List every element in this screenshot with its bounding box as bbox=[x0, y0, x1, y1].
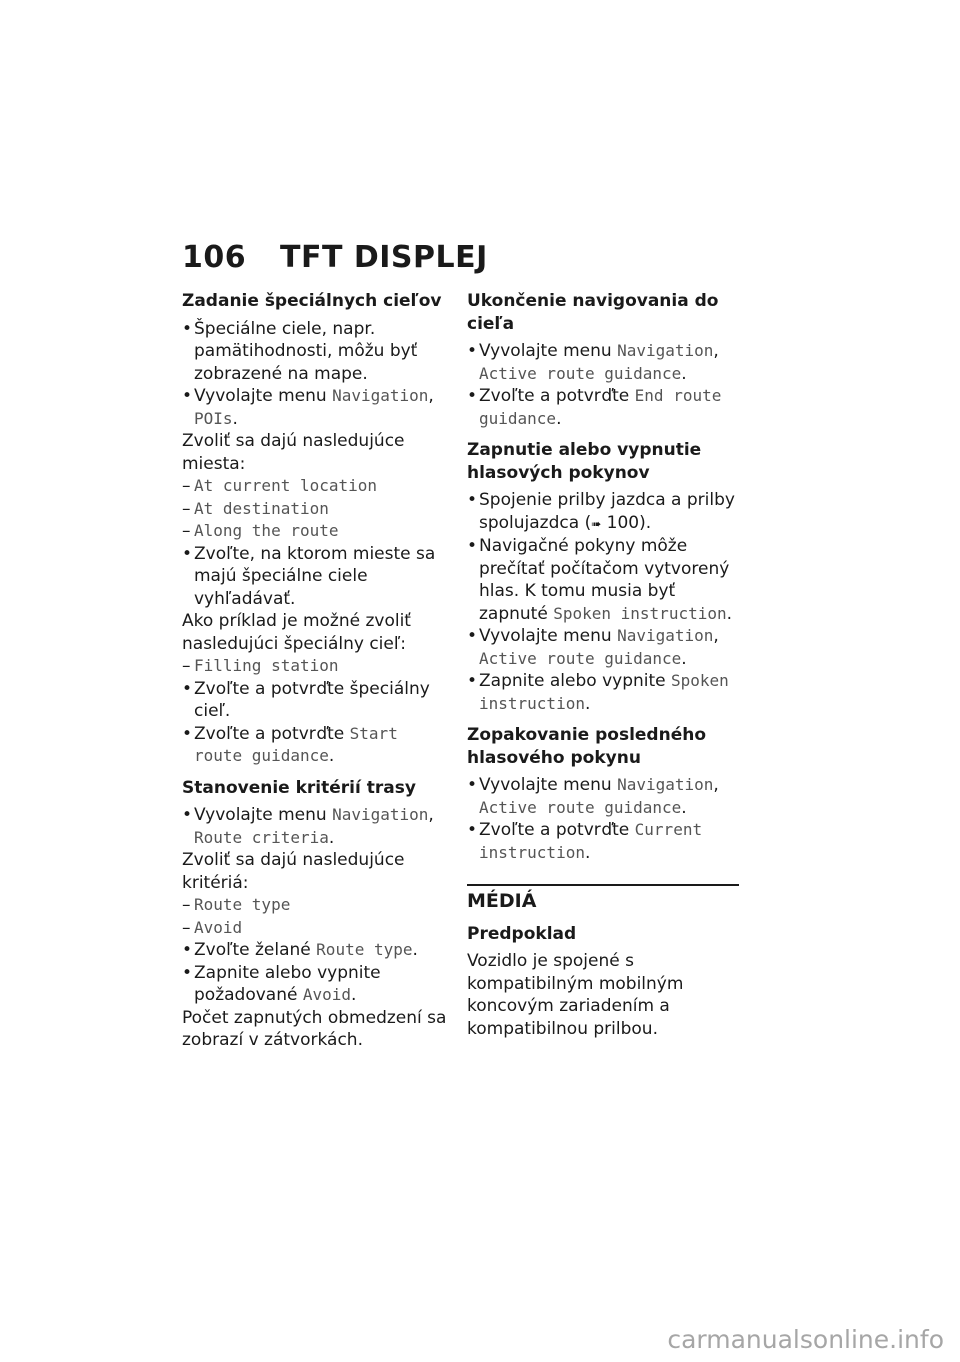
bullet-item: • Zvoľte a potvrďte špeciálny cieľ. bbox=[182, 678, 454, 723]
dash-item: – At current location bbox=[182, 475, 454, 498]
chapter-title: TFT DISPLEJ bbox=[280, 240, 488, 275]
menu-path: Route type bbox=[316, 940, 413, 959]
page-reference-arrow-icon: ➠ bbox=[591, 516, 602, 531]
menu-path: Navigation bbox=[617, 341, 714, 360]
menu-path: Route criteria bbox=[194, 827, 329, 847]
paragraph: Zvoliť sa dajú nasledujúce miesta: bbox=[182, 431, 405, 474]
bullet-item: • Zapnite alebo vypnite Spoken instruction. bbox=[467, 670, 739, 715]
menu-path: Current instruction bbox=[479, 820, 703, 862]
menu-path: Navigation bbox=[332, 386, 429, 405]
section-divider bbox=[467, 884, 739, 1040]
bullet-item: • Zvoľte a potvrďte Current instruction. bbox=[467, 819, 739, 864]
menu-path: POIs bbox=[194, 408, 233, 428]
menu-path: Active route guidance bbox=[479, 648, 682, 668]
dash-item: – Along the route bbox=[182, 520, 454, 543]
dash-item: – At destination bbox=[182, 498, 454, 521]
bullet-item: • Vyvolajte menu Navigation, POIs. bbox=[182, 385, 454, 430]
section-heading-repeat-instruction: Zopakovanie posledného hlasového pokynu bbox=[467, 725, 707, 768]
left-column bbox=[182, 290, 454, 1052]
menu-path: Avoid bbox=[302, 985, 352, 1004]
menu-path: Navigation bbox=[617, 775, 714, 794]
section-heading-end-guidance: Ukončenie navigovania do cieľa bbox=[467, 291, 719, 334]
menu-path: Spoken instruction bbox=[553, 603, 727, 623]
paragraph: Ako príklad je možné zvoliť nasledujúci špeciálny cieľ: bbox=[182, 611, 411, 654]
paragraph: Počet zapnutých obmedzení sa zobrazí v zátvorkách. bbox=[182, 1007, 447, 1050]
bullet-item: • Spojenie prilby jazdca a prilby spolujazdca (➠ 100). bbox=[467, 489, 739, 535]
page-number: 106 bbox=[182, 240, 247, 275]
bullet-item: • Vyvolajte menu Navigation, Route criteria. bbox=[182, 804, 454, 849]
menu-path: Active route guidance bbox=[479, 797, 682, 817]
bullet-item: • Vyvolajte menu Navigation, Active route guidance. bbox=[467, 340, 739, 385]
section-heading-route-criteria: Stanovenie kritérií trasy bbox=[182, 777, 416, 798]
page-reference-link[interactable]: 100) bbox=[601, 512, 646, 533]
bullet-item: • Špeciálne ciele, napr. pamätihodnosti, môžu byť zobrazené na mape. bbox=[182, 318, 454, 386]
bullet-item: • Vyvolajte menu Navigation, Active route guidance. bbox=[467, 625, 739, 670]
subheading-prerequisite: Predpoklad bbox=[467, 923, 577, 944]
bullet-item: • Zvoľte želané Route type. bbox=[182, 939, 454, 962]
paragraph: Zvoliť sa dajú nasledujúce kritériá: bbox=[182, 850, 405, 893]
paragraph: Vozidlo je spojené s kompatibilným mobilným koncovým zariadením a kompatibilnou prilbou. bbox=[467, 951, 684, 1039]
dash-item: – Filling station bbox=[182, 655, 454, 678]
menu-path: End route guidance bbox=[479, 386, 722, 428]
section-heading-voice-instructions: Zapnutie alebo vypnutie hlasových pokynov bbox=[467, 440, 702, 483]
bullet-item: • Zvoľte a potvrďte End route guidance. bbox=[467, 385, 739, 430]
menu-path: Spoken instruction bbox=[479, 671, 729, 713]
bullet-item: • Zvoľte a potvrďte Start route guidance. bbox=[182, 723, 454, 768]
watermark: carmanualsonline.info bbox=[667, 1325, 944, 1354]
section-title-media: MÉDIÁ bbox=[467, 890, 537, 912]
dash-item: – Route type bbox=[182, 894, 454, 917]
menu-path: Navigation bbox=[332, 805, 429, 824]
menu-path: Active route guidance bbox=[479, 363, 682, 383]
right-column bbox=[467, 290, 739, 1040]
bullet-item: • Zapnite alebo vypnite požadované Avoid. bbox=[182, 962, 454, 1007]
section-heading-special-destinations: Zadanie špeciálnych cieľov bbox=[182, 291, 442, 311]
menu-path: Start route guidance bbox=[194, 723, 398, 765]
bullet-item: • Zvoľte, na ktorom mieste sa majú špeciálne ciele vyhľadávať. bbox=[182, 543, 454, 611]
bullet-item: • Navigačné pokyny môže prečítať počítačom vytvorený hlas. K tomu musia byť zapnuté Spoken instruction. bbox=[467, 535, 739, 625]
menu-path: Navigation bbox=[617, 626, 714, 645]
page-header bbox=[182, 240, 488, 275]
bullet-item: • Vyvolajte menu Navigation, Active route guidance. bbox=[467, 774, 739, 819]
dash-item: – Avoid bbox=[182, 917, 454, 940]
